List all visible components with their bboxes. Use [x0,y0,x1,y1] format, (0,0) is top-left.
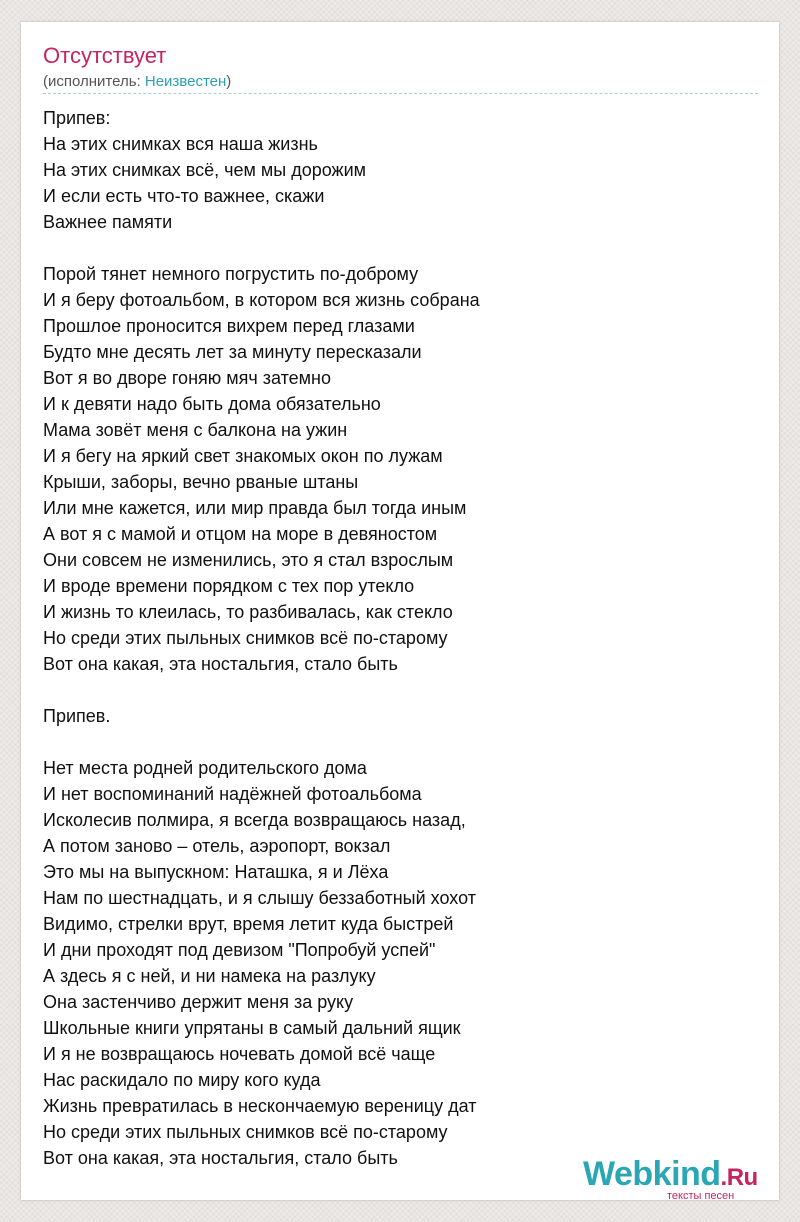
lyric-line: Вот она какая, эта ностальгия, стало быть [43,654,398,674]
lyric-line: И если есть что-то важнее, скажи [43,186,325,206]
lyric-line: И нет воспоминаний надёжней фотоальбома [43,784,422,804]
lyric-line: Важнее памяти [43,212,173,232]
lyric-line: И вроде времени порядком с тех пор утекло [43,576,415,596]
artist-link[interactable]: Неизвестен [144,73,227,90]
lyric-line: На этих снимках вся наша жизнь [43,134,318,154]
lyric-line: Нас раскидало по миру кого куда [43,1070,321,1090]
artist-suffix: ) [226,73,232,90]
lyric-line: Крыши, заборы, вечно рваные штаны [43,472,359,492]
lyric-line: А вот я с мамой и отцом на море в девяностом [43,524,438,544]
lyric-line: И жизнь то клеилась, то разбивалась, как стекло [43,602,453,622]
title-divider [43,93,758,94]
lyric-blank-line [43,235,753,261]
lyric-line: Видимо, стрелки врут, время летит куда быстрей [43,914,454,934]
lyric-line: Припев: [43,108,111,128]
lyric-line: Вот я во дворе гоняю мяч затемно [43,368,331,388]
artist-line [43,73,231,91]
lyric-line: Нет места родней родительского дома [43,758,367,778]
logo-tagline: тексты песен [667,1190,735,1202]
lyric-line: И я беру фотоальбом, в котором вся жизнь собрана [43,290,480,310]
lyric-line: Прошлое проносится вихрем перед глазами [43,316,415,336]
lyric-blank-line [43,677,753,703]
lyric-line: Они совсем не изменились, это я стал взрослым [43,550,454,570]
webkind-logo[interactable] [583,1154,783,1204]
lyric-line: И я бегу на яркий свет знакомых окон по лужам [43,446,443,466]
lyric-line: Школьные книги упрятаны в самый дальний ящик [43,1018,461,1038]
lyric-line: А здесь я с ней, и ни намека на разлуку [43,966,376,986]
logo-name: Webkind [583,1155,721,1193]
lyric-line: Порой тянет немного погрустить по-доброму [43,264,419,284]
lyric-line: Исколесив полмира, я всегда возвращаюсь назад, [43,810,466,830]
song-title: Отсутствует [43,43,167,68]
lyric-line: Припев. [43,706,111,726]
lyric-line: Будто мне десять лет за минуту пересказали [43,342,422,362]
lyric-line: Нам по шестнадцать, и я слышу беззаботный хохот [43,888,476,908]
lyrics-card [21,22,779,1200]
lyric-line: Но среди этих пыльных снимков всё по-старому [43,1122,448,1142]
lyric-line: Это мы на выпускном: Наташка, я и Лёха [43,862,389,882]
logo-tld: .Ru [720,1164,758,1191]
lyric-line: Жизнь превратилась в нескончаемую вереницу дат [43,1096,477,1116]
lyric-line: Мама зовёт меня с балкона на ужин [43,420,348,440]
lyric-line: Она застенчиво держит меня за руку [43,992,354,1012]
lyric-line: А потом заново – отель, аэропорт, вокзал [43,836,391,856]
lyric-line: Вот она какая, эта ностальгия, стало быть [43,1148,398,1168]
lyric-blank-line [43,729,753,755]
lyric-line: И я не возвращаюсь ночевать домой всё чаще [43,1044,436,1064]
lyrics-text [43,105,753,1171]
lyric-line: Или мне кажется, или мир правда был тогда иным [43,498,467,518]
artist-prefix: (исполнитель: [43,73,145,90]
lyric-line: И дни проходят под девизом "Попробуй успей" [43,940,436,960]
lyric-line: И к девяти надо быть дома обязательно [43,394,381,414]
lyric-line: На этих снимках всё, чем мы дорожим [43,160,367,180]
lyric-line: Но среди этих пыльных снимков всё по-старому [43,628,448,648]
